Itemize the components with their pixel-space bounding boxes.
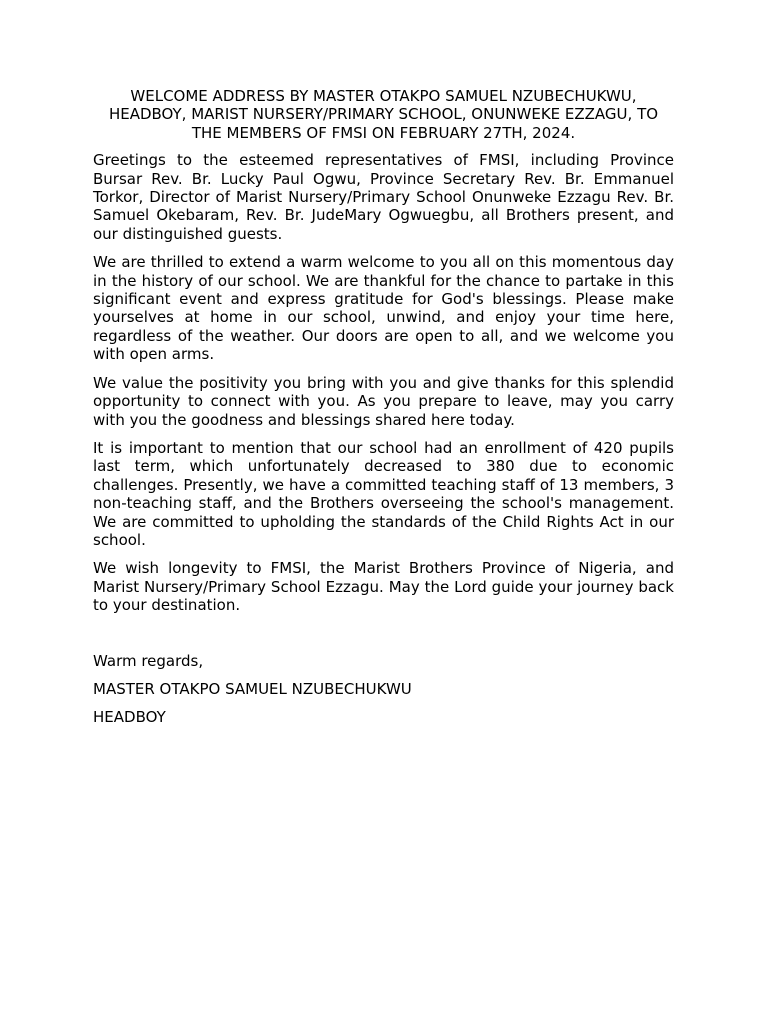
closing-salutation: Warm regards,: [93, 651, 204, 670]
signatory-name: MASTER OTAKPO SAMUEL NZUBECHUKWU: [93, 679, 412, 698]
closing-spacer: [93, 625, 674, 652]
document-title: WELCOME ADDRESS BY MASTER OTAKPO SAMUEL NZUBECHUKWU, HEADBOY, MARIST NURSERY/PRIMARY SCHOOL, ONUNWEKE EZZAGU, TO THE MEMBERS OF FMSI ON FEBRUARY 27TH, 2024.: [108, 87, 659, 142]
paragraph-positivity: We value the positivity you bring with you and give thanks for this splendid opportunity to connect with you. As you prepare to leave, may you carry with you the goodness and blessings shared here today.: [93, 373, 674, 429]
signatory-position: HEADBOY: [93, 708, 166, 727]
paragraph-longevity: We wish longevity to FMSI, the Marist Brothers Province of Nigeria, and Marist Nursery/Primary School Ezzagu. May the Lord guide your journey back to your destination.: [93, 559, 674, 615]
paragraph-greetings: Greetings to the esteemed representatives of FMSI, including Province Bursar Rev. Br. Lucky Paul Ogwu, Province Secretary Rev. Br. Emmanuel Torkor, Director of Marist Nursery/Primary School Onunweke Ezzagu Rev. Br. Samuel Okebaram, Rev. Br. JudeMary Ogwuegbu, all Brothers present, and our distinguished guests.: [93, 151, 674, 243]
paragraph-welcome: We are thrilled to extend a warm welcome to you all on this momentous day in the history of our school. We are thankful for the chance to partake in this significant event and express gratitude for God's blessings. Please make yourselves at home in our school, unwind, and enjoy your time here, regardless of the weather. Our doors are open to all, and we welcome you with open arms.: [93, 253, 674, 364]
paragraph-enrollment: It is important to mention that our school had an enrollment of 420 pupils last term, which unfortunately decreased to 380 due to economic challenges. Presently, we have a committed teaching staff of 13 members, 3 non-teaching staff, and the Brothers overseeing the school's management. We are committed to upholding the standards of the Child Rights Act in our school.: [93, 438, 674, 549]
